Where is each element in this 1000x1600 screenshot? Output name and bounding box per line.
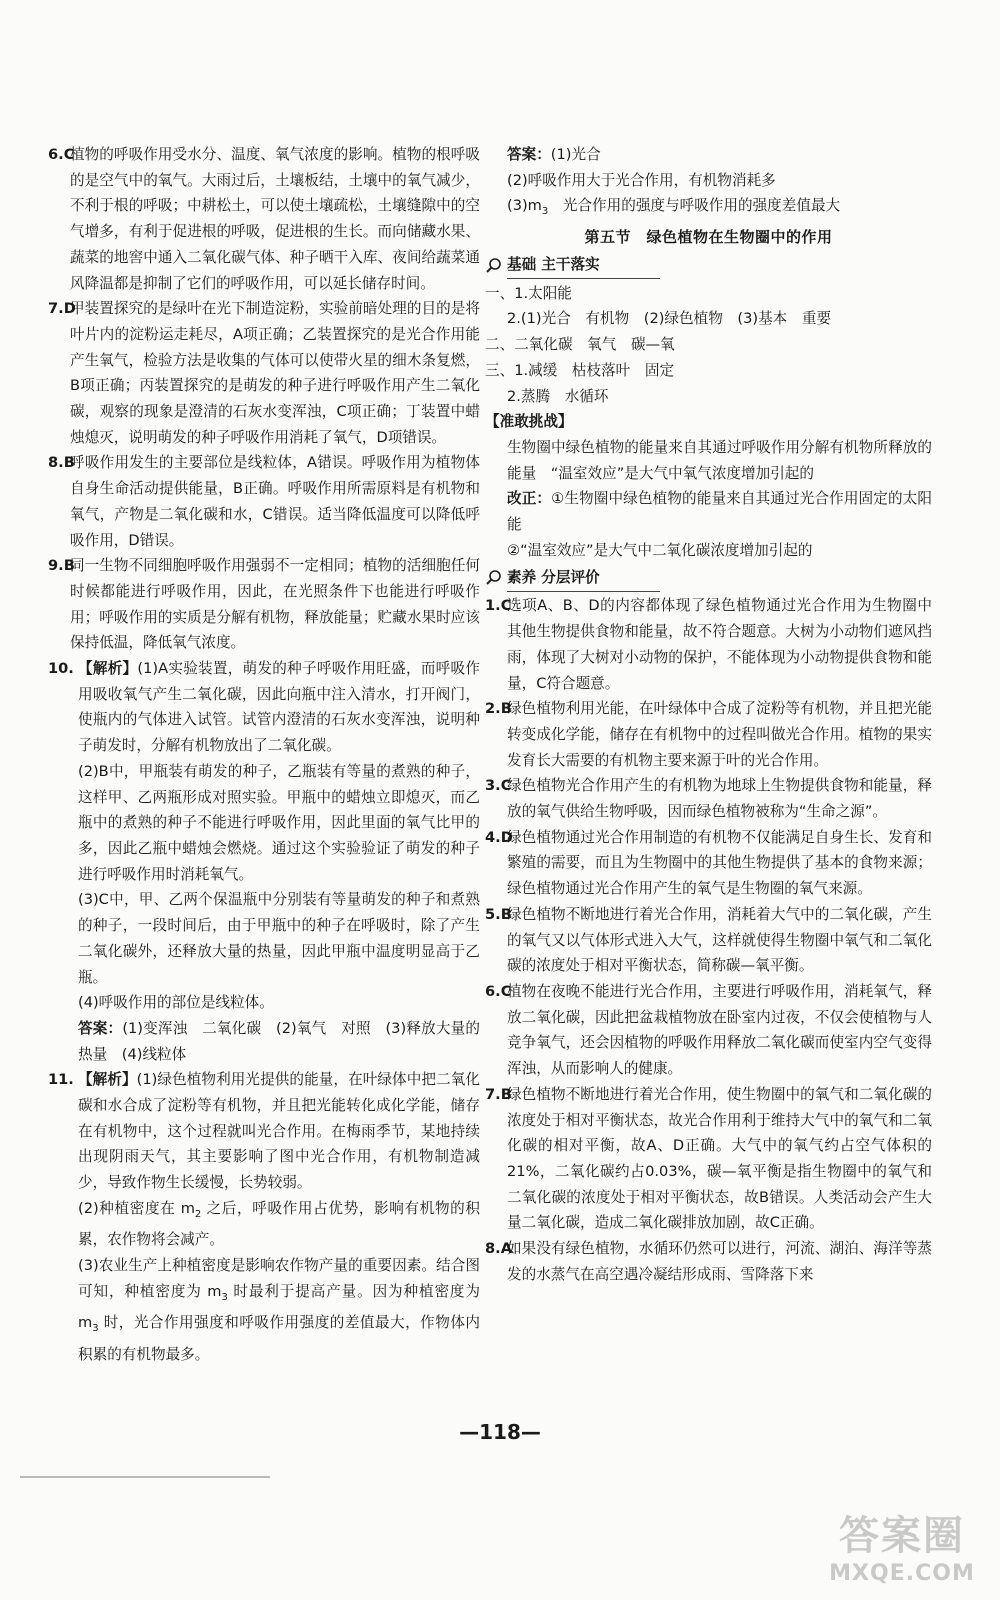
left-column — [48, 142, 480, 1368]
item-number: 5.B — [485, 905, 512, 923]
item-number: 8.B — [48, 454, 75, 472]
watermark-url: MXQE.COM — [829, 1561, 975, 1586]
item-text: 植物在夜晚不能进行光合作用，主要进行呼吸作用，消耗氧气，释放二氧化碳，因此把盆栽植物放在卧室内过夜，不仅会使植物与人竞争氧气，还会因植物的呼吸作用释放二氧化碳而使室内空气变得浑浊，从而影响人的健康。 — [507, 983, 932, 1078]
item-number: 8.A — [485, 1240, 512, 1258]
analysis-paragraph: (3)C中，甲、乙两个保温瓶中分别装有等量萌发的种子和煮熟的种子，一段时间后，由于甲瓶中的种子在呼吸时，除了产生二氧化碳外，还释放大量的热量，因此甲瓶中温度明显高于乙瓶。 — [78, 891, 480, 986]
item-number: 9.B — [48, 557, 75, 575]
answer-item-4 — [485, 825, 932, 902]
section-heading-basic — [485, 253, 932, 279]
answer-item-11 — [48, 1067, 480, 1367]
text-run: 时，光合作用强度和呼吸作用强度的差值最大，作物体内积累的有机物最多。 — [78, 1314, 480, 1364]
right-column — [485, 142, 932, 1287]
item-text: 绿色植物通过光合作用制造的有机物不仅能满足自身生长、发育和繁殖的需要，而且为生物圈中的其他生物提供了基本的食物来源；绿色植物通过光合作用产生的氧气是生物圈的氧气来源。 — [507, 828, 932, 898]
answer-item-1 — [485, 593, 932, 696]
watermark-text: 答案圈 — [839, 1513, 965, 1559]
item-text: 同一生物不同细胞呼吸作用强弱不一定相同；植物的活细胞任何时候都能进行呼吸作用，因此，在光照条件下也能进行呼吸作用；呼吸作用的实质是分解有机物，释放能量；贮藏水果时应该保持低温，降低氧气浓度。 — [70, 557, 480, 652]
correction-text: ①生物圈中绿色植物的能量来自其通过光合作用固定的太阳能 — [507, 490, 932, 534]
item-text: 绿色植物不断地进行着光合作用，使生物圈中的氧气和二氧化碳的浓度处于相对平衡状态，故光合作用利于维持大气中的氧气和二氧化碳的相对平衡，故A、D正确。大气中的氧气约占空气体积的21%，二氧化碳约占0.03%，碳—氧平衡是指生物圈中的氧气和二氧化碳的浓度处于相对平衡状态，故B错误。人类活动会产生大量二氧化碳，造成二氧化碳排放加剧，故C正确。 — [507, 1085, 932, 1232]
answer-label: 答案： — [507, 146, 551, 163]
answer-item-2 — [485, 696, 932, 773]
item-number: 11. — [48, 1071, 74, 1089]
answer-line — [78, 1016, 480, 1067]
analysis-tag: 【解析】 — [78, 660, 138, 678]
challenge-tag: 【准敢挑战】 — [485, 413, 573, 431]
section-heading-evaluation — [485, 565, 932, 591]
answer-item-9 — [48, 553, 480, 656]
item-text: 甲装置探究的是绿叶在光下制造淀粉，实验前暗处理的目的是将叶片内的淀粉运走耗尽，A项正确；乙装置探究的是光合作用能产生氧气，检验方法是收集的气体可以使带火星的细木条复燃，B项正确；丙装置探究的是萌发的种子进行呼吸作用产生二氧化碳，观察的现象是澄清的石灰水变浑浊，C项正确；丁装置中蜡烛熄灭，说明萌发的种子呼吸作用消耗了氧气，D项错误。 — [70, 300, 480, 446]
basic-line: 二、二氧化碳 氧气 碳—氧 — [485, 336, 675, 354]
basic-line: 2.蒸腾 水循环 — [507, 387, 609, 405]
subscript: 2 — [194, 1208, 202, 1220]
item-number: 6.C — [485, 983, 512, 1000]
analysis-paragraph: (1)A实验装置，萌发的种子呼吸作用旺盛，而呼吸作用吸收氧气产生二氧化碳，因此向瓶中注入清水，打开阀门，使瓶内的气体进入试管。试管内澄清的石灰水变浑浊，说明种子萌发时，分解有机物放出了二氧化碳。 — [78, 660, 480, 755]
item-text: 绿色植物利用光能，在叶绿体中合成了淀粉等有机物，并且把光能转变成化学能，储存在有机物中的过程叫做光合作用。植物的果实发育长大需要的有机物主要来源于叶的光合作用。 — [507, 700, 932, 769]
correction-text: ②“温室效应”是大气中二氧化碳浓度增加引起的 — [507, 541, 813, 559]
answer-text — [485, 193, 932, 225]
subscript: 3 — [221, 1291, 228, 1303]
challenge-text: 生物圈中绿色植物的能量来自其通过呼吸作用分解有机物所释放的能量 “温室效应”是大气中氧气浓度增加引起的 — [507, 438, 932, 482]
item-number: 4.D — [485, 828, 513, 846]
footer-rule — [20, 1476, 270, 1478]
item-text: 呼吸作用发生的主要部位是线粒体，A错误。呼吸作用为植物体自身生命活动提供能量，B正确。呼吸作用所需原料是有机物和氧气，产物是二氧化碳和水，C错误。适当降低温度可以降低呼吸作用，D错误。 — [70, 454, 480, 549]
watermark-logo — [822, 1504, 982, 1586]
answer-item-6 — [485, 979, 932, 1082]
answer-item-3 — [485, 773, 932, 824]
item-text: 植物的呼吸作用受水分、温度、氧气浓度的影响。植物的根呼吸的是空气中的氧气。大雨过后，土壤板结，土壤中的氧气减少，不利于根的呼吸；中耕松土，可以使土壤疏松，土壤缝隙中的空气增多，有利于促进根的呼吸，促进根的生长。而向储藏水果、蔬菜的地窖中通入二氧化碳气体、种子晒干入库、夜间给蔬菜通风降温都是抑制了它们的呼吸作用，可以延长储存时间。 — [70, 146, 480, 292]
correction-label: 改正： — [507, 490, 552, 508]
text-run: 时最利于提高产量。因为种植密度为 m — [78, 1282, 480, 1332]
correction-line — [485, 486, 932, 537]
analysis-paragraph — [78, 1196, 480, 1253]
text-run: 之后，呼吸作用占优势，影响有机物的积累，农作物将会减产。 — [78, 1199, 480, 1249]
text-run: (3)m — [507, 197, 542, 215]
answer-text: (2)呼吸作用大于光合作用，有机物消耗多 — [507, 171, 776, 189]
item-number: 1.C — [485, 597, 512, 615]
subscript: 3 — [92, 1323, 99, 1335]
section-title: 第五节 绿色植物在生物圈中的作用 — [584, 228, 833, 247]
answer-label: 答案： — [78, 1019, 123, 1037]
text-run: (2)种植密度在 m — [78, 1199, 195, 1217]
analysis-paragraph: (1)绿色植物利用光提供的能量，在叶绿体中把二氧化碳和水合成了淀粉等有机物，并且把光能转化成化学能，储存在有机物中，这个过程就叫光合作用。在梅雨季节，某地持续出现阴雨天气，其主要影响了图中光合作用，有机物制造减少，导致作物生长缓慢，长势较弱。 — [78, 1071, 480, 1192]
item-number: 6.C — [48, 146, 75, 163]
item-text: 绿色植物不断地进行着光合作用，消耗着大气中的二氧化碳，产生的氧气又以气体形式进入大气，这样就使得生物圈中氧气和二氧化碳的浓度处于相对平衡状态，简称碳—氧平衡。 — [507, 905, 932, 975]
magnifier-icon — [485, 569, 503, 587]
item-number: 2.B — [485, 700, 512, 718]
answer-item-8 — [485, 1236, 932, 1287]
item-text: 绿色植物光合作用产生的有机物为地球上生物提供食物和能量，释放的氧气供给生物呼吸，因而绿色植物被称为“生命之源”。 — [507, 777, 932, 821]
answer-line — [485, 142, 932, 168]
item-text: 选项A、B、D的内容都体现了绿色植物通过光合作用为生物圈中其他生物提供食物和能量，故不符合题意。大树为小动物们遮风挡雨，体现了大树对小动物的保护，不能体现为小动物提供食物和能量，C符合题意。 — [507, 597, 932, 692]
item-number: 7.B — [485, 1085, 512, 1103]
item-number: 10. — [48, 660, 74, 678]
basic-line: 一、1.太阳能 — [485, 284, 572, 302]
answer-item-5 — [485, 902, 932, 979]
page-number: —118— — [459, 1420, 541, 1444]
answer-item-8 — [48, 450, 480, 553]
answer-item-7 — [48, 296, 480, 450]
section-heading-text: 素养 分层评价 — [507, 565, 660, 592]
analysis-paragraph: (2)B中，甲瓶装有萌发的种子，乙瓶装有等量的煮熟的种子，这样甲、乙两瓶形成对照实验。甲瓶中的蜡烛立即熄灭，而乙瓶中的煮熟的种子不能进行呼吸作用，因此里面的氧气比甲的多，因此乙瓶中蜡烛会燃烧。通过这个实验验证了萌发的种子进行呼吸作用时消耗氧气。 — [78, 762, 480, 883]
section-heading-text: 基础 主干落实 — [507, 252, 660, 279]
answer-item-10 — [48, 656, 480, 1067]
basic-line: 2.(1)光合 有机物 (2)绿色植物 (3)基本 重要 — [507, 310, 832, 328]
item-text: 如果没有绿色植物，水循环仍然可以进行，河流、湖泊、海洋等蒸发的水蒸气在高空遇冷凝结形成雨、雪降落下来 — [507, 1240, 932, 1283]
answer-item-7 — [485, 1082, 932, 1236]
text-run: 光合作用的强度与呼吸作用的强度差值最大 — [548, 197, 841, 215]
answer-text: (1)变浑浊 二氧化碳 (2)氧气 对照 (3)释放大量的热量 (4)线粒体 — [78, 1019, 480, 1063]
subscript: 3 — [541, 206, 549, 218]
basic-line: 三、1.减缓 枯枝落叶 固定 — [485, 361, 675, 379]
answer-item-6 — [48, 142, 480, 296]
item-number: 7.D — [48, 300, 76, 318]
analysis-tag: 【解析】 — [78, 1071, 137, 1089]
answer-text: (1)光合 — [550, 146, 601, 163]
analysis-paragraph — [78, 1253, 480, 1368]
item-number: 3.C — [485, 777, 512, 795]
magnifier-icon — [485, 257, 503, 275]
analysis-paragraph: (4)呼吸作用的部位是线粒体。 — [78, 994, 274, 1012]
text-run: (3)农业生产上种植密度是影响农作物产量的重要因素。结合图可知，种植密度为 m — [78, 1257, 480, 1300]
